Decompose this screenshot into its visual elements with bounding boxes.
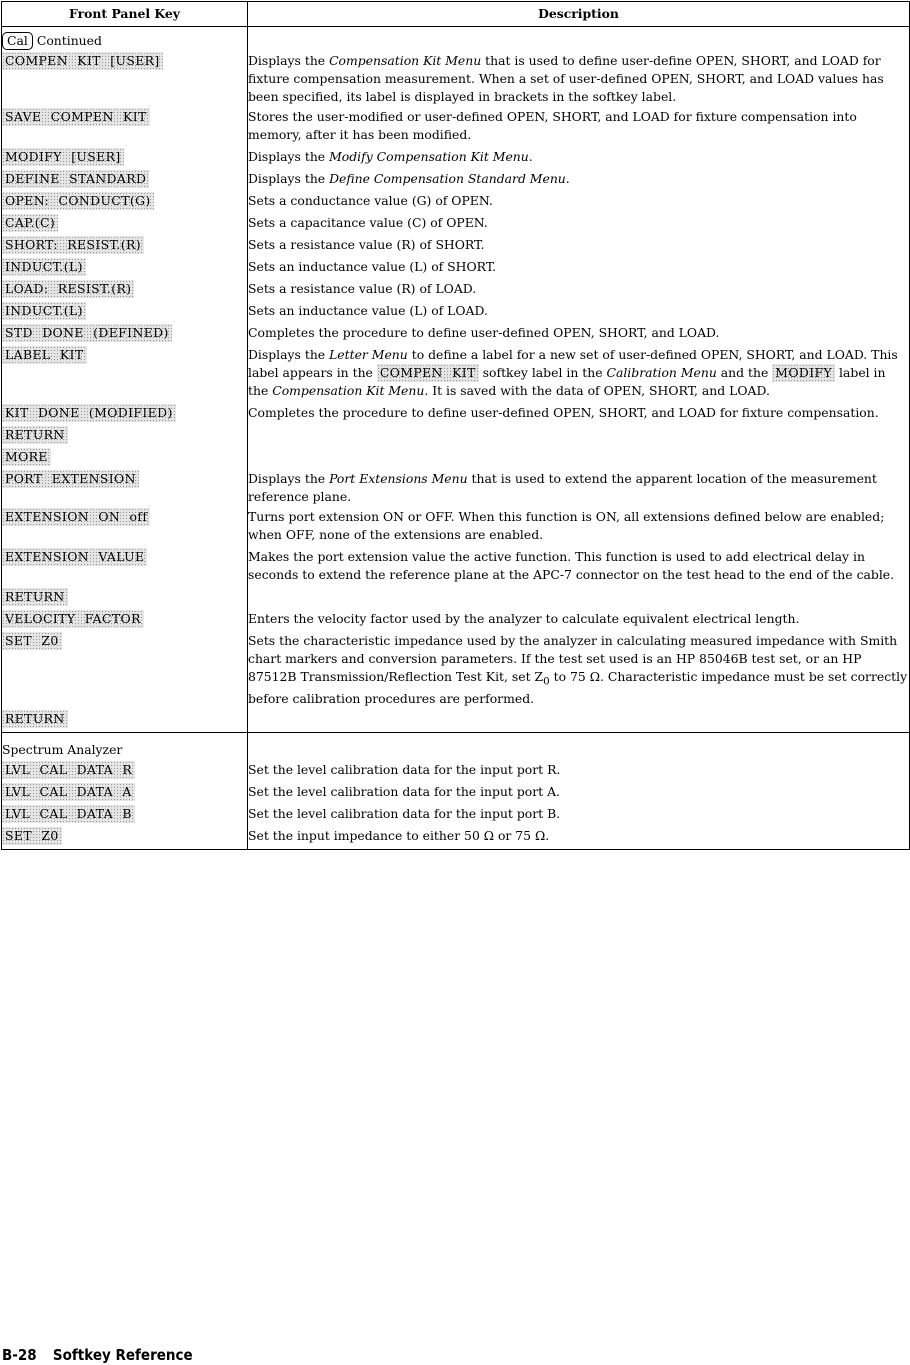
table-row [2,823,910,850]
lvl-cal-data-a-description: Set the level calibration data for the input port A. [248,779,910,801]
label-kit-softkey[interactable]: LABEL KIT [2,346,87,364]
spectrum-analyzer-group-title: Spectrum Analyzer [2,733,248,760]
page-footer [2,1346,193,1364]
lvl-cal-data-r-softkey[interactable]: LVL CAL DATA R [2,761,135,779]
compensation-kit-menu-ref: Compensation Kit Menu [329,53,482,68]
open-conduct-softkey[interactable]: OPEN: CONDUCT(G) [2,192,154,210]
table-row [2,298,910,320]
table-row [2,779,910,801]
table-row [2,544,910,584]
table-row [2,628,910,708]
table-row [2,342,910,400]
cap-softkey[interactable]: CAP.(C) [2,214,58,232]
table-header-row [2,2,910,27]
load-resist-description: Sets a resistance value (R) of LOAD. [248,276,910,298]
label-kit-description: Displays the Letter Menu to define a label for a new set of user-defined OPEN, SHORT, and LOAD. This label appears in the COMPEN KIT softkey label in the Calibration Menu and the MODIFY label in the Compensation Kit Menu. It is saved with the data of OPEN, SHORT, and LOAD. [248,342,910,400]
set-z0-description: Sets the characteristic impedance used by the analyzer in calculating measured impedance with Smith chart markers and conversion parameters. If the test set used is an HP 85046B test set, or an HP 87512B Transmission/Reflection Test Kit, set $Z_0$ to 75 Ω. Characteristic impedance must be set correctly before calibration procedures are performed. [248,628,910,708]
lvl-cal-data-a-softkey[interactable]: LVL CAL DATA A [2,783,135,801]
spectrum-set-z0-description: Set the input impedance to either 50 Ω or 75 Ω. [248,823,910,850]
port-extension-description: Displays the Port Extensions Menu that is used to extend the apparent location of the measurement reference plane. [248,466,910,506]
page-number: B-28 [2,1346,37,1364]
extension-value-softkey[interactable]: EXTENSION VALUE [2,548,147,566]
table-row [2,27,910,51]
load-induct-softkey[interactable]: INDUCT.(L) [2,302,86,320]
softkey-table [1,1,910,850]
table-row [2,444,910,466]
modify-user-softkey[interactable]: MODIFY [USER] [2,148,124,166]
return-softkey-1[interactable]: RETURN [2,426,68,444]
define-standard-description: Displays the Define Compensation Standard Menu. [248,166,910,188]
define-standard-softkey[interactable]: DEFINE STANDARD [2,170,149,188]
table-row [2,232,910,254]
cap-description: Sets a capacitance value (C) of OPEN. [248,210,910,232]
compen-kit-softkey[interactable]: COMPEN KIT [USER] [2,52,163,70]
extension-value-description: Makes the port extension value the active function. This function is used to add electrical delay in seconds to extend the reference plane at the APC-7 connector on the test head to the end of the cable. [248,544,910,584]
cal-hardkey[interactable]: Cal [2,32,33,50]
header-description: Description [248,2,910,27]
save-compen-kit-description: Stores the user-modified or user-defined OPEN, SHORT, and LOAD for fixture compensation into memory, after it has been modified. [248,106,910,144]
spectrum-set-z0-softkey[interactable]: SET Z0 [2,827,62,845]
kit-done-description: Completes the procedure to define user-defined OPEN, SHORT, and LOAD for fixture compensation. [248,400,910,422]
table-row [2,254,910,276]
continued-label: Continued [36,33,102,48]
table-row [2,466,910,506]
table-row [2,188,910,210]
section-title: Softkey Reference [52,1346,193,1364]
lvl-cal-data-b-softkey[interactable]: LVL CAL DATA B [2,805,135,823]
table-row [2,801,910,823]
port-extension-softkey[interactable]: PORT EXTENSION [2,470,139,488]
short-induct-description: Sets an inductance value (L) of SHORT. [248,254,910,276]
extension-on-off-description: Turns port extension ON or OFF. When this function is ON, all extensions defined below are enabled; when OFF, none of the extensions are enabled. [248,506,910,544]
std-done-description: Completes the procedure to define user-defined OPEN, SHORT, and LOAD. [248,320,910,342]
table-row [2,708,910,733]
open-conduct-description: Sets a conductance value (G) of OPEN. [248,188,910,210]
short-resist-softkey[interactable]: SHORT: RESIST.(R) [2,236,144,254]
header-front-panel-key: Front Panel Key [2,2,248,27]
modify-user-description: Displays the Modify Compensation Kit Menu. [248,144,910,166]
lvl-cal-data-r-description: Set the level calibration data for the input port R. [248,759,910,779]
table-row [2,733,910,760]
table-row [2,166,910,188]
table-row [2,606,910,628]
load-induct-description: Sets an inductance value (L) of LOAD. [248,298,910,320]
return-softkey-2[interactable]: RETURN [2,588,68,606]
load-resist-softkey[interactable]: LOAD: RESIST.(R) [2,280,134,298]
extension-on-off-softkey[interactable]: EXTENSION ON off [2,508,150,526]
table-row [2,50,910,106]
table-row [2,422,910,444]
table-row [2,106,910,144]
table-row [2,320,910,342]
std-done-softkey[interactable]: STD DONE (DEFINED) [2,324,172,342]
kit-done-softkey[interactable]: KIT DONE (MODIFIED) [2,404,176,422]
velocity-factor-description: Enters the velocity factor used by the analyzer to calculate equivalent electrical length. [248,606,910,628]
velocity-factor-softkey[interactable]: VELOCITY FACTOR [2,610,144,628]
table-row [2,759,910,779]
more-softkey[interactable]: MORE [2,448,51,466]
short-induct-softkey[interactable]: INDUCT.(L) [2,258,86,276]
table-row [2,506,910,544]
set-z0-softkey[interactable]: SET Z0 [2,632,62,650]
compen-kit-description: Displays the Compensation Kit Menu that is used to define user-define OPEN, SHORT, and LOAD for fixture compensation measurement. When a set of user-defined OPEN, SHORT, and LOAD values has been specified, its label is displayed in brackets in the softkey label. [248,50,910,106]
table-row [2,400,910,422]
return-softkey-3[interactable]: RETURN [2,710,68,728]
softkey-reference-sheet [1,1,909,850]
save-compen-kit-softkey[interactable]: SAVE COMPEN KIT [2,108,150,126]
lvl-cal-data-b-description: Set the level calibration data for the input port B. [248,801,910,823]
table-row [2,584,910,606]
modify-inline-softkey: MODIFY [772,364,835,382]
compen-kit-inline-softkey: COMPEN KIT [377,364,479,382]
table-row [2,210,910,232]
short-resist-description: Sets a resistance value (R) of SHORT. [248,232,910,254]
table-row [2,276,910,298]
table-row [2,144,910,166]
